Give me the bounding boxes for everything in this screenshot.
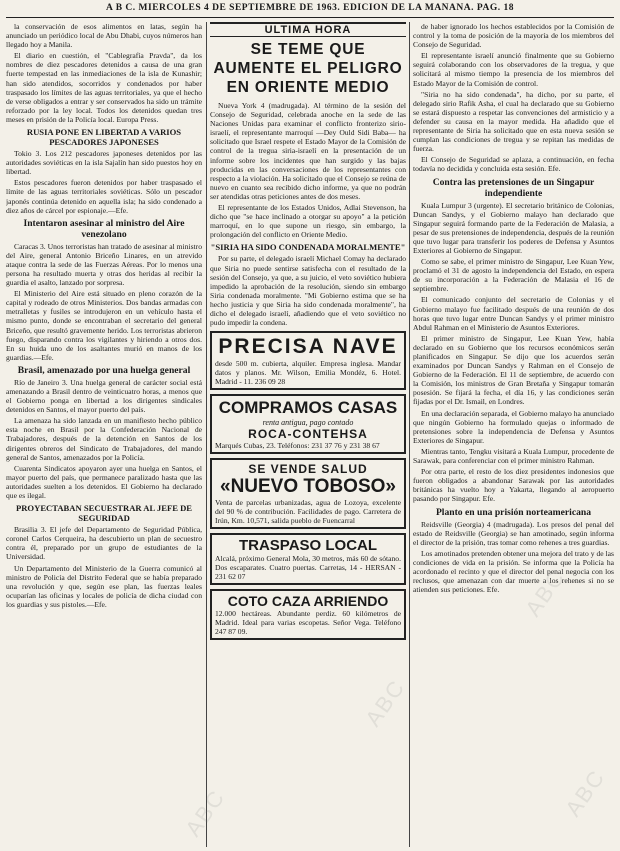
article-paragraph: Por su parte, el delegado israelí Michael Comay ha declarado que Siria no puede sentirse satisfecha con el resultado de la sesión del Consejo, ya que, a su juicio, el veto soviético hubiera impedido la aprobación de la resolución, siendo sin embargo Siria condenada moralmente. "Mi Gobierno estima que se ha hecho justicia y que Siria ha sido condenada moralmente", ha dicho el delegado israelí, añadiendo que el veto soviético no pudo impedir la condena.: [210, 254, 406, 328]
abc-watermark: ABC: [520, 564, 571, 621]
article-paragraph: Cuarenta Sindicatos apoyaron ayer una huelga en Santos, el mayor puerto del país, que permanece paralizado hasta que las autoridades suelten a los detenidos. El Gobierno ha declarado que es ilegal.: [6, 463, 202, 501]
article-paragraph: El Consejo de Seguridad se aplaza, a continuación, en fecha todavía no decidida y concluida esta sesión. Efe.: [413, 155, 614, 174]
article-paragraph: Río de Janeiro 3. Una huelga general de carácter social está amenazando a Brasil dentro de veinticuatro horas, a menos que el Gobierno ponga en libertad a los dirigentes sindicales detenidos en Santos, el mayor puerto del país.: [6, 377, 202, 415]
abc-watermark: ABC: [560, 764, 611, 821]
article-paragraph: la conservación de esos alimentos en latas, según ha anunciado un periódico local de Abu Dhabi, cuyos números han llegado hoy a Manila.: [6, 22, 202, 50]
ad-precisa-nave: [210, 331, 406, 390]
ad-title: «NUEVO TOBOSO»: [220, 475, 396, 497]
article-paragraph: Caracas 3. Unos terroristas han tratado de asesinar al ministro del Aire, general Antonio Briceño Linares, en un atrevido ataque contra la sede de las Fuerzas Aéreas. Por lo menos una persona ha resultado muerta y otras dos heridas al recibir la guardia el asalto, lanzado por sorpresa.: [6, 241, 202, 288]
ad-title: COTO CAZA ARRIENDO: [227, 592, 389, 609]
article-paragraph: Un Departamento del Ministerio de la Guerra comunicó al ministro de Policía del Distrito Federal que se había preparado una revolución y que, según ese plan, las fuerzas leales ocuparían las oficinas y locales de policía de dicha ciudad con los guardias y sus pistoles.—Efe.: [6, 563, 202, 609]
article-paragraph: "Siria no ha sido condenada", ha dicho, por su parte, el delegado sirio Rafik Asha, el cual ha declarado que su Gobierno se estará dispuesto a respetar las convenciones del armisticio y a defender su causa en la mayor medida. Ha añadido que el representante de Siria ha solicitado que en esta nueva sesión se cumplan las condiciones de tregua y se repitan las medidas de fuerza.: [413, 89, 614, 154]
column-center: [210, 22, 406, 847]
article-paragraph: Como se sabe, el primer ministro de Singapur, Lee Kuan Yew, proclamó el 31 de agosto la independencia del Estado, en espera de su incorporación a la Federación de Malasia el 16 de septiembre.: [413, 257, 614, 294]
headline-siria-condenada: "SIRIA HA SIDO CONDENADA MORALMENTE": [210, 242, 406, 253]
ad-subtitle: renta antigua, pago contado: [262, 417, 354, 427]
page-header: A B C. MIERCOLES 4 DE SEPTIEMBRE DE 1963. EDICION DE LA MAÑANA. PAG. 18: [6, 3, 614, 18]
article-paragraph: Estos pescadores fueron detenidos por haber traspasado el límite de las aguas territoriales soviéticas. Sólo un pescador japonés continúa detenido en aquella isla; ha sido condenado a diez años de cárcel por espionaje.—Efe.: [6, 178, 202, 215]
article-paragraph: El primer ministro de Singapur, Lee Kuan Yew, había declarado en su Gobierno que los recursos económicos serán planificados en Singapur. Se dijo que los acuerdos serán examinados por Duncan Sandys y Rahman en el Consejo de Gobierno de la Federación. El 11 de septiembre, de acuerdo con la Comisión, los ministros de Gran Bretaña y Singapur tomarán posesión. Se fijará la fecha, el día 16, y las condiciones serán fijadas por el Dr. Ismail, en Londres.: [413, 333, 614, 407]
ad-title: TRASPASO LOCAL: [238, 536, 378, 554]
abc-watermark: ABC: [180, 784, 231, 841]
ad-text: Alcalá, próximo General Mola, 30 metros, más 60 de sótano. Dos escaparates. Cuatro puertas. Carretas, 14 - HERSAN - 231 62 07: [215, 553, 401, 581]
ad-compramos-casas: [210, 394, 406, 454]
headline-oriente-medio: SE TEME QUE AUMENTE EL PELIGRO EN ORIENTE MEDIO: [213, 41, 403, 96]
column-rule: [206, 22, 207, 847]
ad-title: PRECISA NAVE: [218, 335, 398, 359]
headline-secuestrar-jefe: PROYECTABAN SECUESTRAR AL JEFE DE SEGURIDAD: [15, 503, 193, 524]
ultima-hora-label: ULTIMA HORA: [210, 22, 406, 37]
article-paragraph: En una declaración separada, el Gobierno malayo ha anunciado que ningún Gobierno ha formulado quejas o informado de pretensiones sobre la independencia de Defensa y Asuntos Exteriores de Singapur.: [413, 408, 614, 445]
article-paragraph: Los amotinados pretenden obtener una mejora del trato y de las condiciones de vida en la prisión. Se informa que la Policía ha acordonado el recinto y que el director del penal negocia con los reclusos, que amenazan con dar muerte a los rehenes si no se atienden sus peticiones. Efe.: [413, 548, 614, 595]
ad-title: COMPRAMOS CASAS: [218, 398, 398, 418]
column-left: [6, 22, 202, 847]
article-paragraph: La amenaza ha sido lanzada en un manifiesto hecho público esta noche en Brasil por la Confederación Nacional de Trabajadores, después de la detención en Santos de los dirigentes obreros del Sindicato de Trabajadores, del mando general de Santos, amenazados por la Policía.: [6, 416, 202, 462]
article-paragraph: El representante de los Estados Unidos, Adlai Stevenson, ha dicho que "se hace inclinado a otorgar su apoyo" a la petición marroquí, en lo que supone un riesgo, sin embargo, la prolongación del conflicto en Oriente Medio.: [210, 203, 406, 240]
article-paragraph: El diario en cuestión, el "Cablegrafía Pravda", da los nombres de diez pescadores detenidos a causa de una gran fuerte tempestad en las inmediaciones de la isla de Kunashir; han sido atendidos, socorridos y condenados por haber traspasado los límites de las aguas territoriales, ya que el hecho de verse obligados a entrar y ser conservados ha sido un trámite reforzado por la ley local. Todos los detenidos quedan tres meses en prisión de la Policía local. Europa Press.: [6, 51, 202, 124]
ad-text: 12.000 hectáreas. Abundante perdiz. 60 kilómetros de Madrid. Ideal para varias escopetas. Señor Vega. Teléfono 247 87 09.: [215, 609, 401, 637]
article-paragraph: El comunicado conjunto del secretario de Colonias y el Gobierno malayo fue facilitado después de una reunión de dos horas que tuvo lugar entre Duncan Sandys y el primer ministro Abdul Rahman en el Ministerio de Asuntos Exteriores.: [413, 295, 614, 332]
ad-company: ROCA-CONTEHSA: [248, 426, 368, 441]
headline-prision-norteamericana: Planto en una prisión norteamericana: [435, 506, 592, 518]
headline-ministro-aire-venezolano: Intentaron asesinar al ministro del Aire venezolano: [23, 217, 185, 240]
article-paragraph: Brasilia 3. El jefe del Departamento de Seguridad Pública, coronel Carlos Cerqueira, ha descubierto un plan de secuestro contra él, preparado por un grupo de estudiantes de la Universidad.: [6, 525, 202, 562]
ad-text: Venta de parcelas urbanizadas, agua de Lozoya, excelente del 90 % de contribución. Facilidades de pago. Carretera de Irún, Km. 10,571, salida pueblo de Fuencarral: [215, 497, 401, 525]
article-paragraph: Nueva York 4 (madrugada). Al término de la sesión del Consejo de Seguridad, celebrada anoche en la sede de las Naciones Unidas para examinar el conflicto fronterizo sirio-israelí, el representante marroquí —Dey Ould Sidi Baba— ha solicitado que Israel respete el Estado Mayor de la Comisión de control de la tregua siria-israelí en la presentación de un informe sobre los incidentes que han surgido y las bajas producidas en las conversaciones de los representantes con respecto a la violación. Ha solicitado que el Consejo se reúna de nuevo en cuanto sea recibido dicho informe, ya que no podrán ser atendidas otras peticiones antes de dos meses.: [210, 101, 406, 201]
ad-kicker: SE VENDE SALUD: [248, 461, 368, 476]
ad-coto-caza: [210, 589, 406, 640]
article-paragraph: de haber ignorado los hechos establecidos por la Comisión de control y la toma de posición de la mayoría de los miembros del Consejo de Seguridad.: [413, 22, 614, 50]
ad-text: desde 500 m. cubierta, alquiler. Empresa inglesa. Mandar datos y planos. Mr. Wilson, Emilia Mondéz, 6. Hotel. Madrid - 11. 236 09 28: [215, 359, 401, 387]
article-paragraph: El representante israelí anunció finalmente que su Gobierno seguirá colaborando con los observadores de la tregua, y que solicitará al mismo tiempo la presencia de los miembros del Estado Mayor de la Comisión de control.: [413, 51, 614, 88]
article-paragraph: Kuala Lumpur 3 (urgente). El secretario británico de Colonias, Duncan Sandys, y el Gobierno malayo han declarado que Singapur seguirá formando parte de la Federación de Malasia, a pesar de sus pretensiones de independencia, después de la reunión que tuvo lugar para transferir los poderes de Defensa y Asuntos Exteriores al Gobierno de Singapur.: [413, 200, 614, 255]
column-right: [413, 22, 614, 847]
article-paragraph: Mientras tanto, Tengku visitará a Kuala Lumpur, procedente de Sarawak, para conferenciar con el primer ministro Rahman.: [413, 446, 614, 466]
ad-text: Marqués Cubas, 23. Teléfonos: 231 37 76 y 231 38 67: [215, 440, 380, 450]
ad-nuevo-toboso: [210, 458, 406, 529]
headline-rusia-pescadores: RUSIA PONE EN LIBERTAD A VARIOS PESCADORES JAPONESES: [26, 127, 182, 148]
headline-singapur: Contra las pretensiones de un Singapur independiente: [432, 176, 595, 199]
article-paragraph: Tokio 3. Los 212 pescadores japoneses detenidos por las autoridades soviéticas en la isla Sajalín han sido puestos hoy en libertad.: [6, 149, 202, 177]
headline-brasil-huelga: Brasil, amenazado por una huelga general: [17, 364, 191, 376]
ad-traspaso-local: [210, 533, 406, 585]
article-paragraph: Por otra parte, el resto de los diez presidentes indonesios que fueron obligados a abandonar Sarawak por las autoridades británicas ha vuelto hoy a Yakarta, llegando al aeropuerto pasando por Singapur. Efe.: [413, 467, 614, 504]
article-paragraph: Reidsville (Georgia) 4 (madrugada). Los presos del penal del estado de Reidsville (Georgia) se han amotinado, según informa el director de la prisión, tras tomar como rehenes a tres guardias.: [413, 519, 614, 547]
article-paragraph: El Ministerio del Aire está situado en pleno corazón de la capital y rodeado de otros Ministerios. Dos bandas armadas con metralletas y fusiles se introdujeron en un vehículo hasta el mismo punto, donde se encontraban el secretario del general Briceño, que resultó gravemente herido. Los terroristas abrieron fuego, disparando contra los vigilantes y hiriendo a otros dos. En su huida uno de los asaltantes murió en manos de los guardias.—Efe.: [6, 289, 202, 362]
column-rule: [409, 22, 410, 847]
abc-watermark: ABC: [360, 674, 411, 731]
